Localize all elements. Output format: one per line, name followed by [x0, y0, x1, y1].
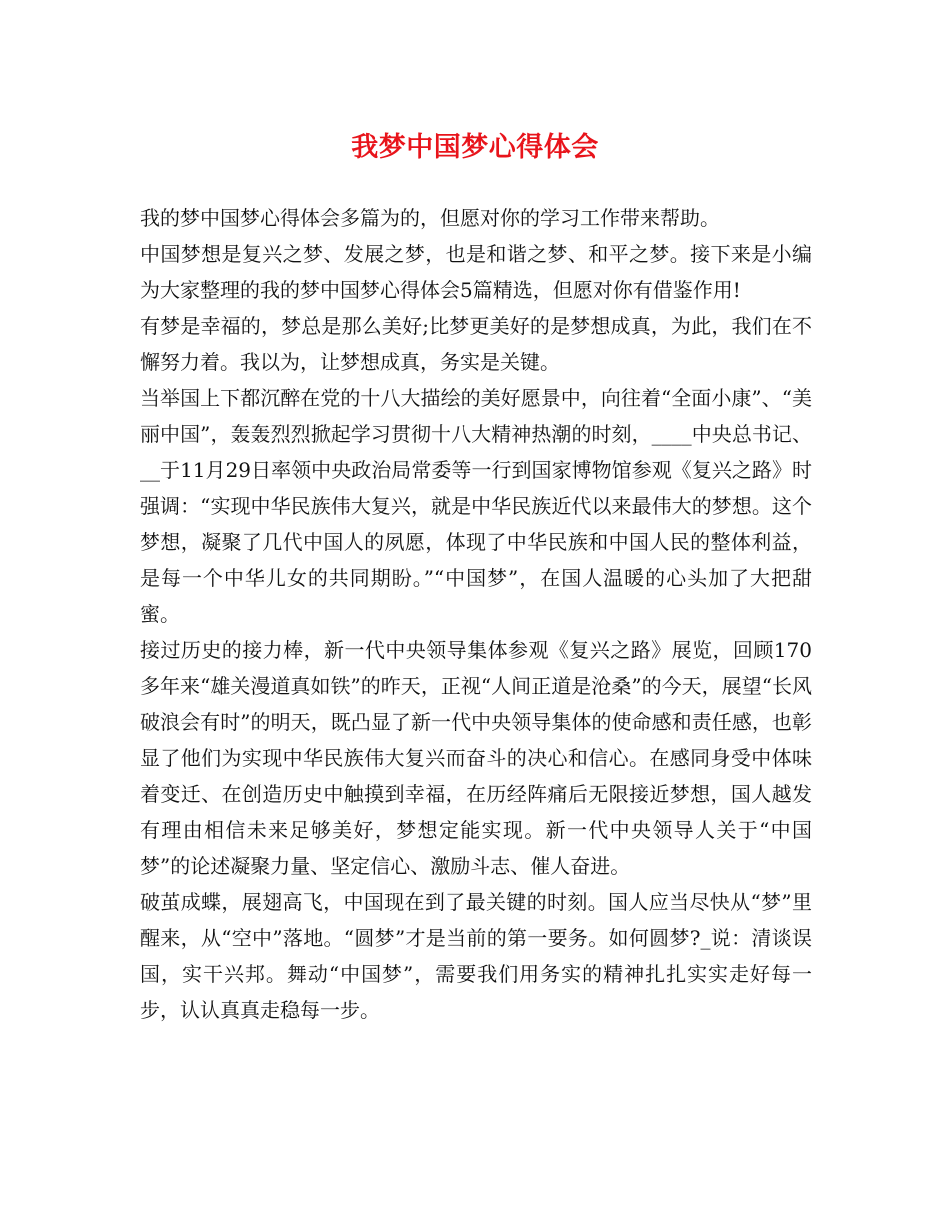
document-title: 我梦中国梦心得体会: [351, 132, 599, 163]
document-body: [140, 200, 812, 1028]
paragraph-dream-happiness: 有梦是幸福的，梦总是那么美好;比梦更美好的是梦想成真，为此，我们在不懈努力着。我以为，让梦想成真，务实是关键。: [140, 314, 812, 374]
paragraph-history-relay: 接过历史的接力棒，新一代中央领导集体参观《复兴之路》展览，回顾170多年来“雄关漫道真如铁”的昨天，正视“人间正道是沧桑”的今天，展望“长风破浪会有时”的明天，既凸显了新一代中央领导集体的使命感和责任感，也彰显了他们为实现中华民族伟大复兴而奋斗的决心和信心。在感同身受中体味着变迁、在创造历史中触摸到幸福，在历经阵痛后无限接近梦想，国人越发有理由相信未来足够美好，梦想定能实现。新一代中央领导人关于“中国梦”的论述凝聚力量、坚定信心、激励斗志、催人奋进。: [140, 638, 812, 878]
paragraph-intro: 我的梦中国梦心得体会多篇为的，但愿对你的学习工作带来帮助。: [140, 206, 720, 230]
paragraph-eighteenth-congress: 当举国上下都沉醉在党的十八大描绘的美好愿景中，向往着“全面小康”、“美丽中国”，轰轰烈烈掀起学习贯彻十八大精神热潮的时刻，____中央总书记、__于11月29日率领中央政治局常委等一行到国家博物馆参观《复兴之路》时强调：“实现中华民族伟大复兴，就是中华民族近代以来最伟大的梦想。这个梦想，凝聚了几代中国人的夙愿，体现了中华民族和中国人民的整体利益，是每一个中华儿女的共同期盼。”“中国梦”，在国人温暖的心头加了大把甜蜜。: [140, 386, 812, 626]
paragraph-realize-dream: 破茧成蝶，展翅高飞，中国现在到了最关键的时刻。国人应当尽快从“梦”里醒来，从“空中”落地。“圆梦”才是当前的第一要务。如何圆梦?_说：清谈误国，实干兴邦。舞动“中国梦”，需要我们用务实的精神扎扎实实走好每一步，认认真真走稳每一步。: [140, 890, 812, 1022]
paragraph-overview: 中国梦想是复兴之梦、发展之梦，也是和谐之梦、和平之梦。接下来是小编为大家整理的我的梦中国梦心得体会5篇精选，但愿对你有借鉴作用!: [140, 242, 812, 302]
